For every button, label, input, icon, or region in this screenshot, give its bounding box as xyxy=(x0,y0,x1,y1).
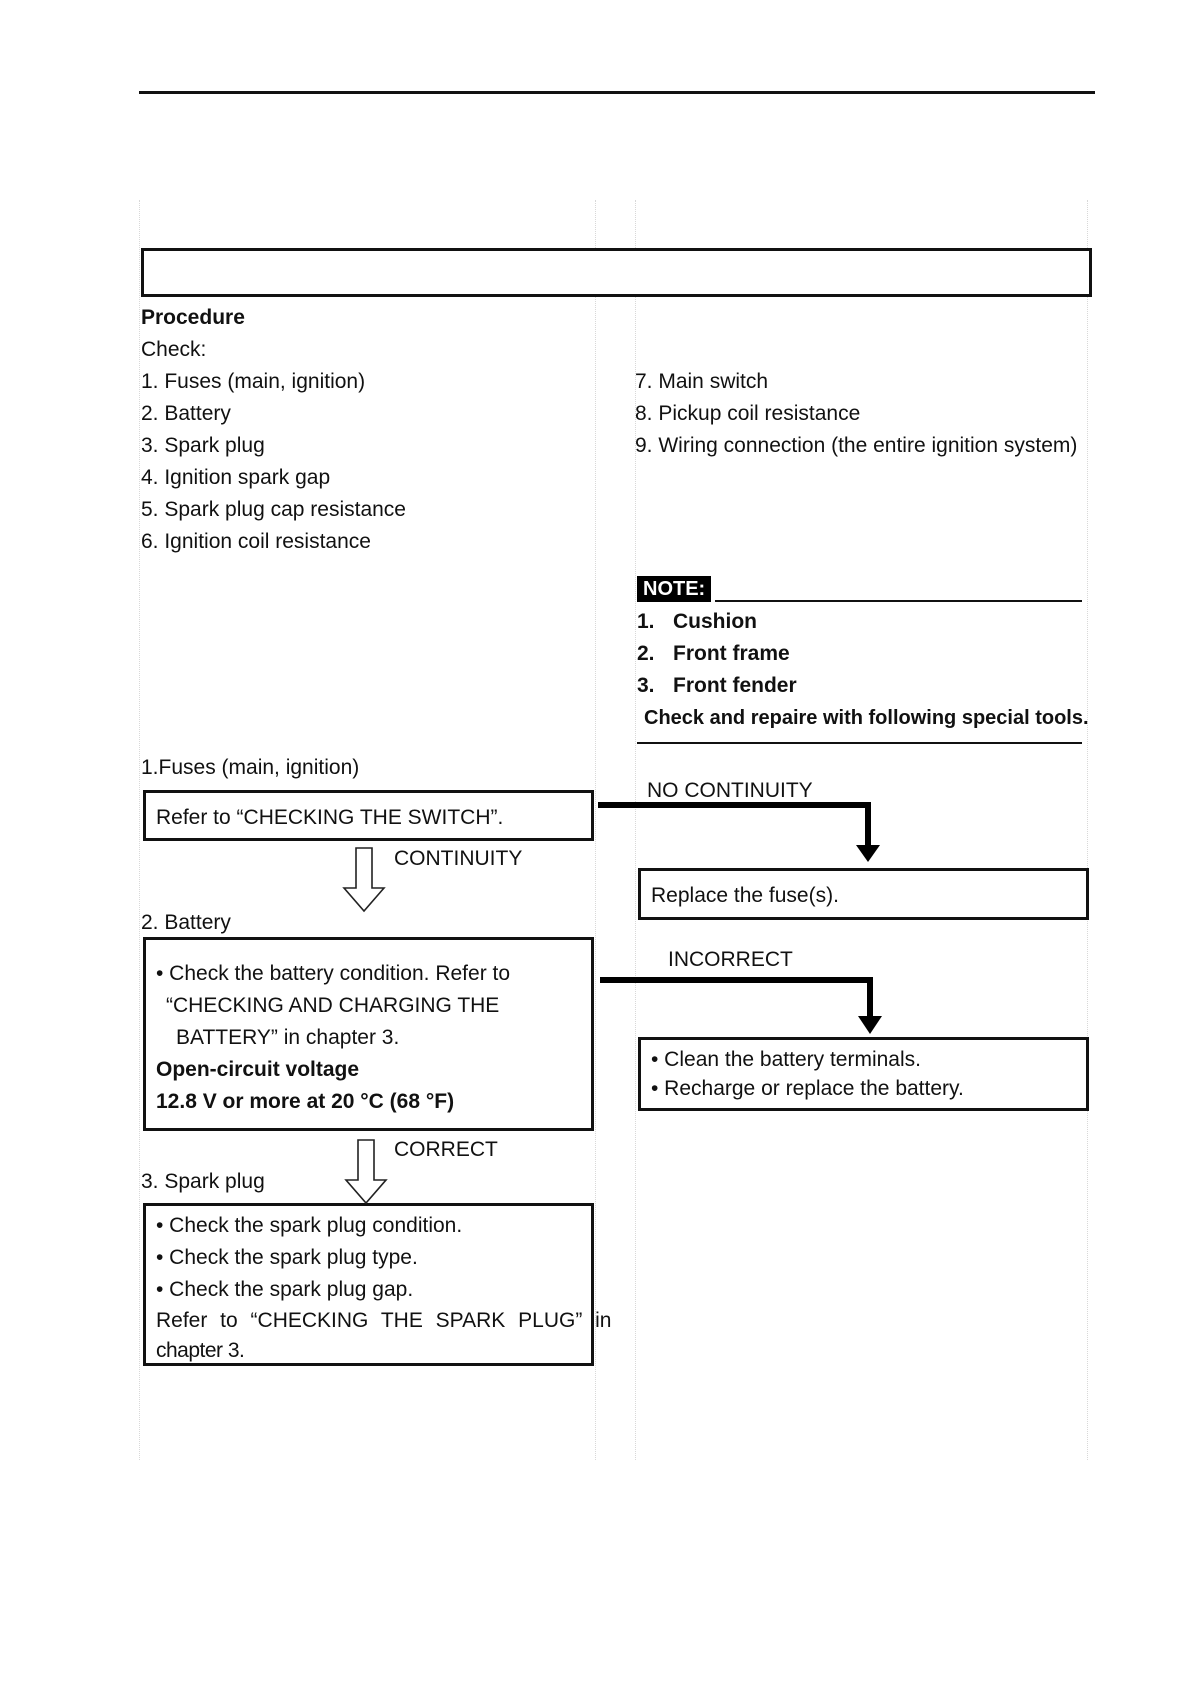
procedure-item: 5. Spark plug cap resistance xyxy=(141,498,406,521)
check-label: Check: xyxy=(141,338,207,361)
note-item-number: 1. xyxy=(637,610,655,633)
step2-line: “CHECKING AND CHARGING THE xyxy=(166,994,500,1017)
step1-bad-result: NO CONTINUITY xyxy=(647,779,813,802)
step3-refer: Refer to “CHECKING THE SPARK PLUG” in xyxy=(156,1309,612,1332)
step2-spec-label: Open-circuit voltage xyxy=(156,1058,360,1081)
step1-box-text: Refer to “CHECKING THE SWITCH”. xyxy=(156,806,504,829)
step1-good-result: CONTINUITY xyxy=(394,847,523,870)
procedure-heading: Procedure xyxy=(141,306,245,329)
note-item-label: Cushion xyxy=(673,610,757,633)
step2-bad-result: INCORRECT xyxy=(668,948,793,971)
correct-down-arrow xyxy=(346,1140,386,1203)
no-continuity-arrow xyxy=(598,805,880,862)
note-footer: Check and repaire with following special tools. xyxy=(644,707,1089,729)
incorrect-arrow xyxy=(600,980,882,1034)
step2-spec-value: 12.8 V or more at 20 °C (68 °F) xyxy=(156,1090,455,1113)
step2-line: BATTERY” in chapter 3. xyxy=(176,1026,400,1049)
procedure-item: 2. Battery xyxy=(141,402,231,425)
procedure-item: 1. Fuses (main, ignition) xyxy=(141,370,366,393)
note-badge: NOTE: xyxy=(637,576,711,602)
step1-bad-action-text: Replace the fuse(s). xyxy=(651,884,839,907)
step3-line: • Check the spark plug gap. xyxy=(156,1278,414,1301)
step2-bad-action: • Clean the battery terminals. xyxy=(651,1048,921,1071)
procedure-item: 4. Ignition spark gap xyxy=(141,466,331,489)
step3-refer-tail: chapter 3. xyxy=(156,1339,245,1362)
note-item-number: 2. xyxy=(637,642,655,665)
note-item-number: 3. xyxy=(637,674,655,697)
step2-line: • Check the battery condition. Refer to xyxy=(156,962,511,985)
step3-title: 3. Spark plug xyxy=(141,1170,265,1193)
note-item-label: Front frame xyxy=(673,642,790,665)
step1-title: 1.Fuses (main, ignition) xyxy=(141,756,360,779)
procedure-item: 9. Wiring connection (the entire ignition system) xyxy=(635,434,1078,457)
step2-title: 2. Battery xyxy=(141,911,231,934)
continuity-down-arrow xyxy=(344,848,384,911)
step2-bad-action: • Recharge or replace the battery. xyxy=(651,1077,964,1100)
step2-good-result: CORRECT xyxy=(394,1138,498,1161)
procedure-item: 8. Pickup coil resistance xyxy=(635,402,861,425)
procedure-item: 7. Main switch xyxy=(635,370,769,393)
procedure-item: 3. Spark plug xyxy=(141,434,265,457)
note-item-label: Front fender xyxy=(673,674,797,697)
step3-line: • Check the spark plug type. xyxy=(156,1246,418,1269)
procedure-item: 6. Ignition coil resistance xyxy=(141,530,371,553)
step3-line: • Check the spark plug condition. xyxy=(156,1214,463,1237)
